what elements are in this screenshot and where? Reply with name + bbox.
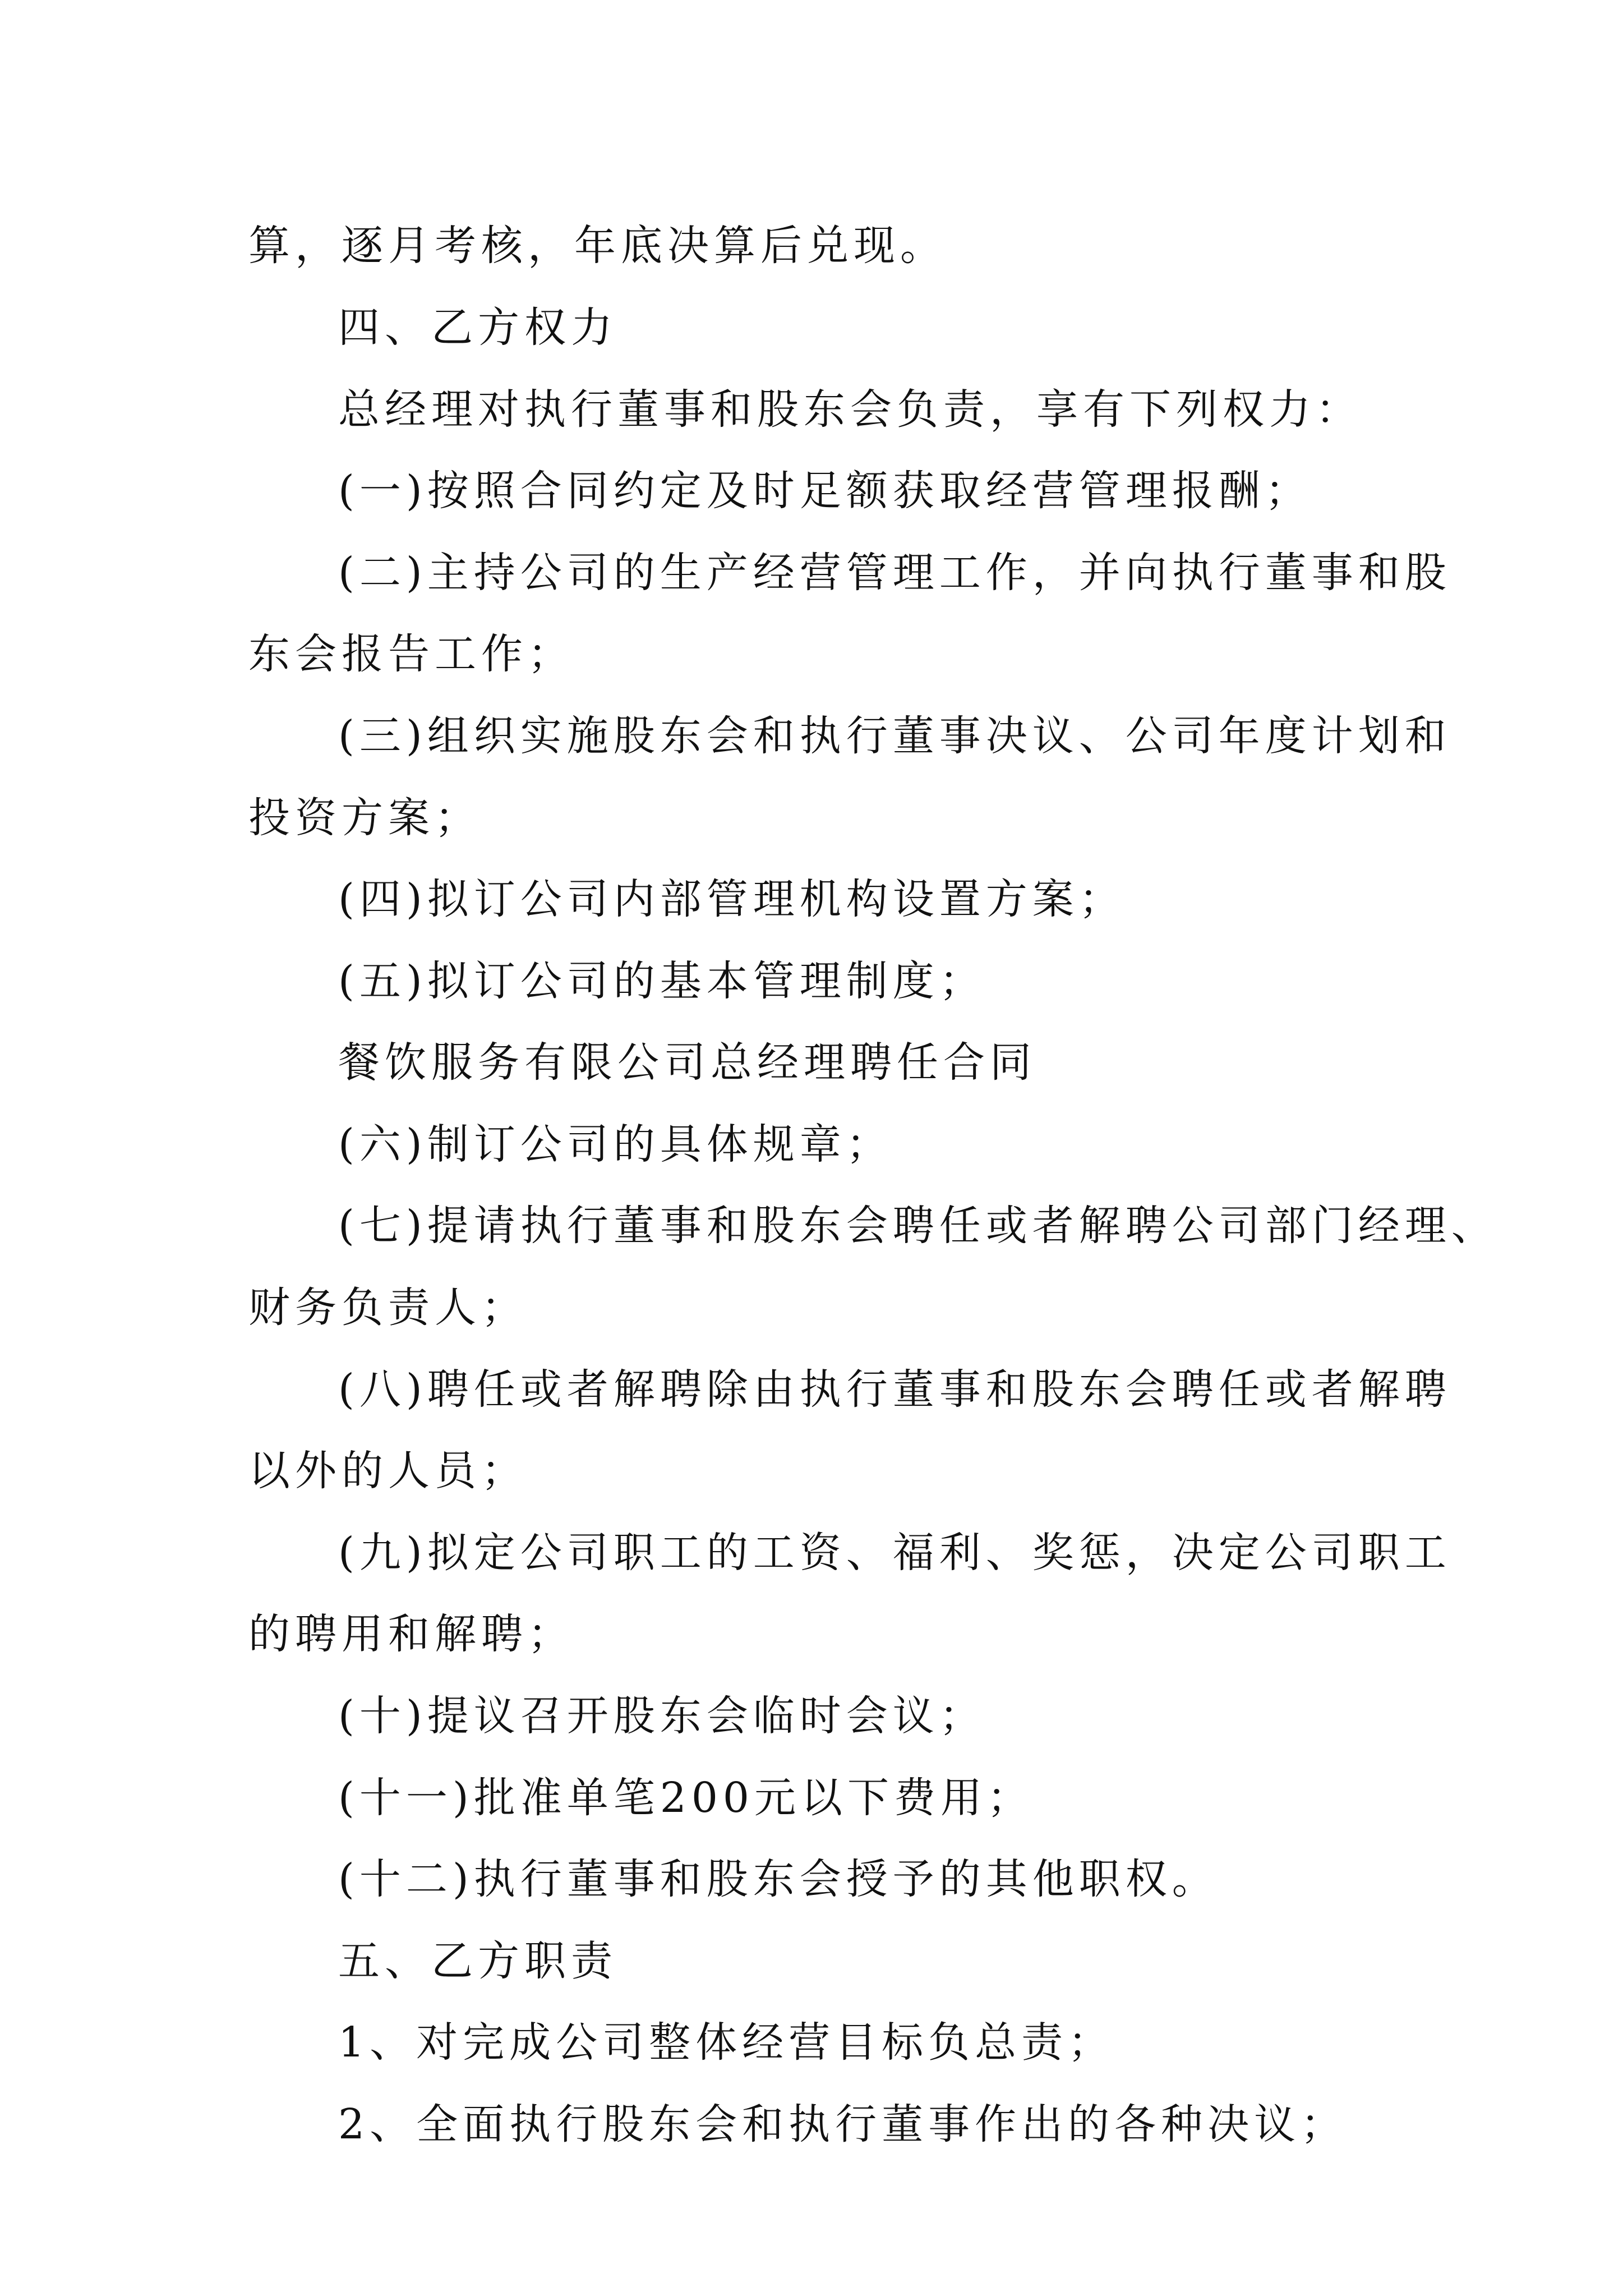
list-item: (三)组织实施股东会和执行董事决议、公司年度计划和	[338, 712, 1451, 760]
list-item: (十二)执行董事和股东会授予的其他职权。	[338, 1855, 1219, 1903]
list-item: 1、对完成公司整体经营目标负总责；	[338, 2018, 1115, 2067]
text-line: 财务负责人；	[248, 1283, 528, 1332]
text-line: 的聘用和解聘；	[248, 1610, 574, 1658]
list-item: (十)提议召开股东会临时会议；	[338, 1692, 986, 1740]
text-line: 总经理对执行董事和股东会负责，享有下列权力：	[338, 385, 1362, 434]
list-item: (八)聘任或者解聘除由执行董事和股东会聘任或者解聘	[338, 1365, 1451, 1414]
list-item: (十一)批准单笔200元以下费用；	[338, 1774, 1034, 1822]
text-line: 以外的人员；	[248, 1447, 528, 1495]
list-item: (四)拟订公司内部管理机构设置方案；	[338, 875, 1126, 923]
list-item: (七)提请执行董事和股东会聘任或者解聘公司部门经理、	[338, 1202, 1498, 1250]
list-item: 2、全面执行股东会和执行董事作出的各种决议；	[338, 2100, 1348, 2148]
text-line: 投资方案；	[248, 794, 481, 842]
section-heading: 五、乙方职责	[338, 1937, 617, 1985]
list-item: (六)制订公司的具体规章；	[338, 1120, 893, 1168]
list-item: (五)拟订公司的基本管理制度；	[338, 957, 986, 1005]
text-line: 东会报告工作；	[248, 630, 574, 678]
list-item: (一)按照合同约定及时足额获取经营管理报酬；	[338, 467, 1312, 515]
list-item: (二)主持公司的生产经营管理工作，并向执行董事和股	[338, 549, 1451, 597]
section-heading: 四、乙方权力	[338, 303, 617, 352]
running-title: 餐饮服务有限公司总经理聘任合同	[338, 1038, 1036, 1087]
text-line: 算，逐月考核，年底决算后兑现。	[248, 222, 947, 270]
list-item: (九)拟定公司职工的工资、福利、奖惩，决定公司职工	[338, 1529, 1451, 1577]
